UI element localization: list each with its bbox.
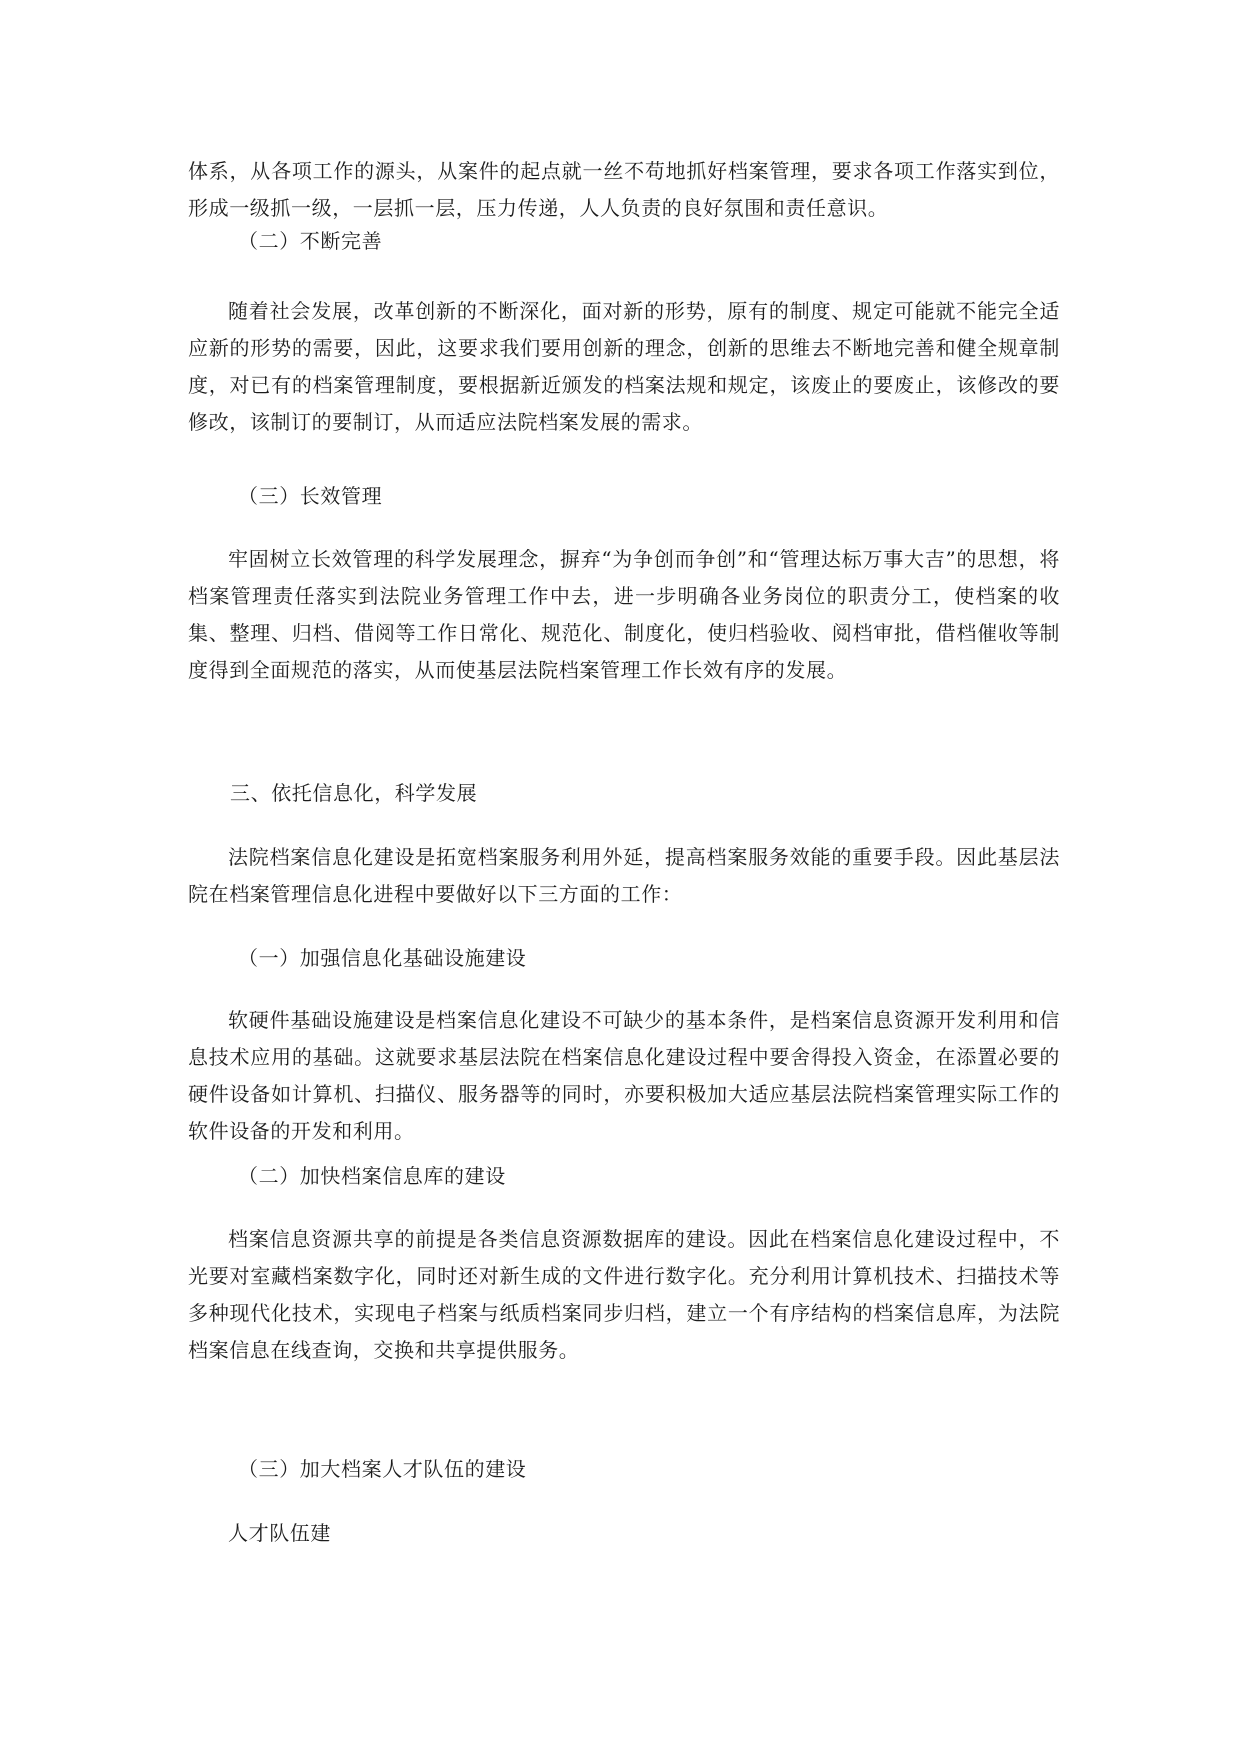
paragraph-continuous-improvement: 随着社会发展，改革创新的不断深化，面对新的形势，原有的制度、规定可能就不能完全适应新的形势的需要，因此，这要求我们要用创新的理念，创新的思维去不断地完善和健全规章制度，对已有的档案管理制度，要根据新近颁发的档案法规和规定，该废止的要废止，该修改的要修改，该制订的要制订，从而适应法院档案发展的需求。 <box>188 299 1060 434</box>
paragraph-continuation: 体系，从各项工作的源头，从案件的起点就一丝不苟地抓好档案管理，要求各项工作落实到位，形成一级抓一级，一层抓一层，压力传递，人人负责的良好氛围和责任意识。 <box>188 159 1060 220</box>
subheading-database: （二）加快档案信息库的建设 <box>238 1164 506 1188</box>
section-heading-informatization: 三、依托信息化，科学发展 <box>230 781 478 805</box>
subheading-talent-team: （三）加大档案人才队伍的建设 <box>238 1457 527 1481</box>
paragraph-infrastructure: 软硬件基础设施建设是档案信息化建设不可缺少的基本条件，是档案信息资源开发利用和信息技术应用的基础。这就要求基层法院在档案信息化建设过程中要舍得投入资金，在添置必要的硬件设备如计算机、扫描仪、服务器等的同时，亦要积极加大适应基层法院档案管理实际工作的软件设备的开发和利用。 <box>188 1008 1060 1143</box>
paragraph-talent-team: 人才队伍建 <box>228 1521 331 1545</box>
subheading-continuous-improvement: （二）不断完善 <box>238 229 383 253</box>
paragraph-database: 档案信息资源共享的前提是各类信息资源数据库的建设。因此在档案信息化建设过程中，不光要对室藏档案数字化，同时还对新生成的文件进行数字化。充分利用计算机技术、扫描技术等多种现代化技术，实现电子档案与纸质档案同步归档，建立一个有序结构的档案信息库，为法院档案信息在线查询，交换和共享提供服务。 <box>188 1227 1060 1362</box>
subheading-long-term-management: （三）长效管理 <box>238 484 383 508</box>
paragraph-informatization-intro: 法院档案信息化建设是拓宽档案服务利用外延，提高档案服务效能的重要手段。因此基层法院在档案管理信息化进程中要做好以下三方面的工作： <box>188 845 1060 906</box>
subheading-infrastructure: （一）加强信息化基础设施建设 <box>238 946 527 970</box>
paragraph-long-term-management: 牢固树立长效管理的科学发展理念，摒弃“为争创而争创”和“管理达标万事大吉”的思想，将档案管理责任落实到法院业务管理工作中去，进一步明确各业务岗位的职责分工，使档案的收集、整理、归档、借阅等工作日常化、规范化、制度化，使归档验收、阅档审批，借档催收等制度得到全面规范的落实，从而使基层法院档案管理工作长效有序的发展。 <box>188 547 1060 682</box>
